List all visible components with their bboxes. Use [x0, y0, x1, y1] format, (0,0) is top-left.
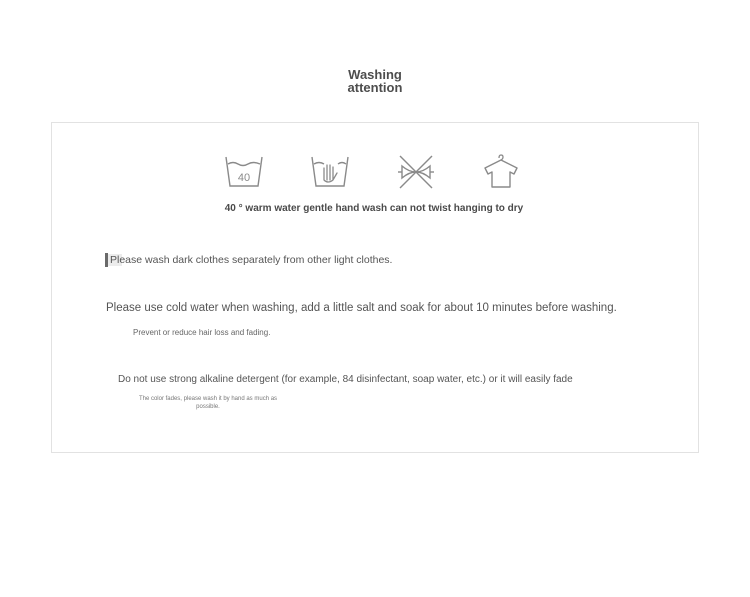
note-detergent-subtext-line2: possible. — [196, 404, 220, 410]
note-detergent: Do not use strong alkaline detergent (for example, 84 disinfectant, soap water, etc.) or it will easily fade — [118, 374, 573, 385]
note-cold-water: Please use cold water when washing, add a little salt and soak for about 10 minutes before washing. — [106, 302, 617, 314]
care-symbols-caption: 40 ° warm water gentle hand wash can not twist hanging to dry — [224, 203, 524, 214]
page-title-line1: Washing — [348, 67, 402, 82]
hand-wash-icon — [310, 154, 350, 190]
care-icons-row — [222, 154, 522, 192]
note-cold-water-subtext: Prevent or reduce hair loss and fading. — [133, 328, 271, 337]
note-detergent-subtext-line1: The color fades, please wash it by hand as much as — [138, 396, 278, 402]
hang-to-dry-icon — [481, 154, 521, 190]
note-marker — [105, 253, 108, 267]
wash-40-icon — [224, 154, 264, 190]
wash-40-label: 40 — [237, 172, 251, 184]
note-detergent-subtext — [124, 395, 292, 411]
page-title — [300, 68, 450, 94]
page-title-line2: attention — [347, 80, 403, 95]
note-dark-clothes: Please wash dark clothes separately from other light clothes. — [110, 254, 393, 266]
do-not-wring-icon — [396, 154, 436, 190]
